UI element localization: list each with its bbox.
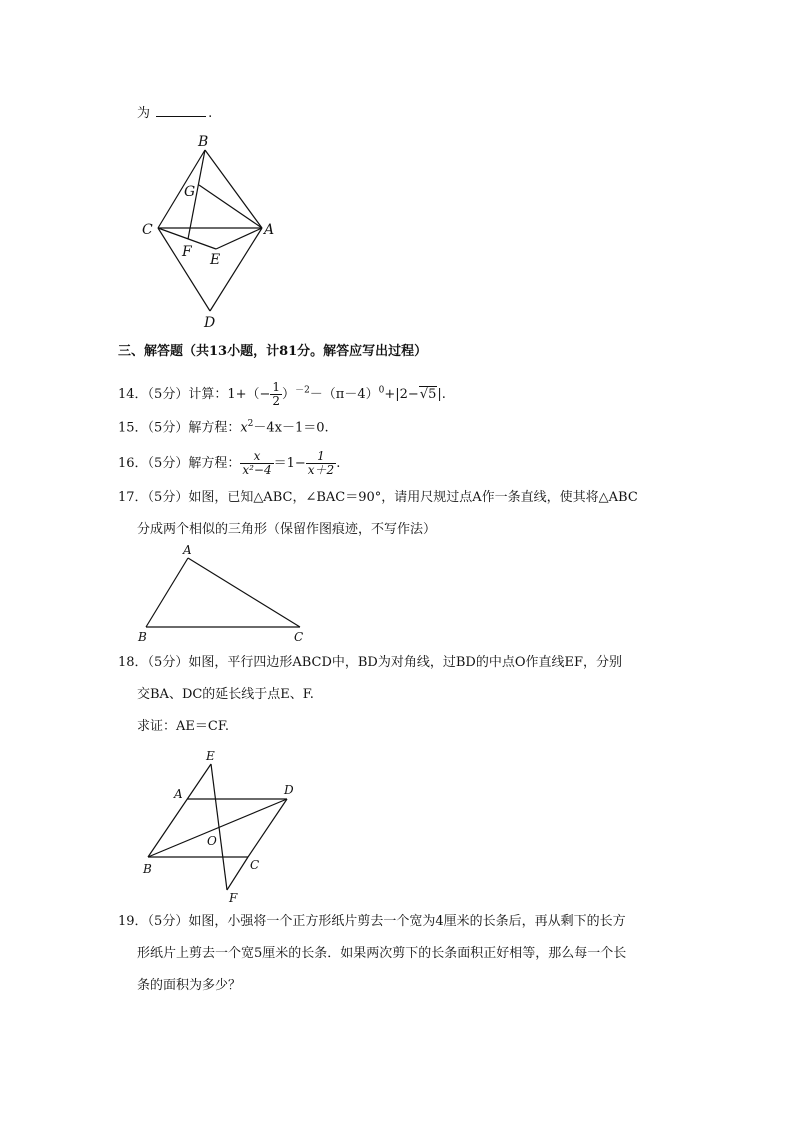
line-EF — [211, 764, 227, 890]
question-14 — [118, 381, 446, 408]
label-B: B — [138, 630, 147, 644]
q15-exp: 2 — [247, 419, 254, 429]
q18-line-2: 交BA、DC的延长线于点E、F. — [137, 687, 314, 702]
edge-AC — [188, 558, 300, 627]
blank-prefix: 为 — [137, 106, 151, 121]
question-16 — [118, 450, 340, 477]
q16-label: 16．（5分）解方程： — [118, 456, 241, 471]
q15-rest: －4x－1＝0. — [253, 420, 329, 436]
section-title: 三、解答题（共13小题，计81分。解答应写出过程） — [118, 344, 428, 359]
q16-mid: ＝1− — [273, 456, 306, 471]
label-O: O — [207, 834, 217, 848]
segment-GA — [199, 185, 262, 228]
q14-frac-num: 1 — [272, 380, 281, 394]
edge-CD — [158, 228, 210, 311]
q16-fraction-2 — [306, 450, 336, 477]
q15-var: x — [240, 420, 248, 436]
label-F: F — [182, 244, 192, 260]
q16-f1-den: x²−4 — [242, 463, 272, 477]
q16-fraction-1 — [240, 450, 273, 477]
label-A: A — [183, 543, 192, 557]
diagonal-BD — [148, 799, 287, 857]
q14-label: 14．（5分）计算： — [118, 387, 228, 402]
answer-blank — [156, 104, 206, 117]
label-A: A — [264, 222, 275, 238]
label-C: C — [142, 222, 153, 238]
label-B: B — [143, 862, 152, 876]
edge-AB — [146, 558, 188, 627]
q16-f2-den: x＋2 — [307, 463, 335, 477]
q16-f1-num: x — [240, 450, 273, 464]
label-D: D — [204, 315, 216, 331]
blank-suffix: . — [208, 106, 213, 121]
q17-line-2: 分成两个相似的三角形（保留作图痕迹，不写作法） — [137, 522, 437, 537]
label-F: F — [229, 891, 238, 905]
q16-f2-num: 1 — [306, 450, 336, 464]
q16-end: . — [336, 456, 341, 471]
q14-neg: − — [259, 387, 271, 402]
q14-part3: －（π－4） — [309, 387, 379, 402]
label-D: D — [284, 783, 294, 797]
q17-line-1: 17．（5分）如图，已知△ABC，∠BAC＝90°，请用尺规过点A作一条直线，使其将△ABC — [118, 490, 638, 505]
fill-blank-line — [137, 104, 212, 123]
q14-frac-den: 2 — [272, 394, 281, 408]
question-15 — [118, 415, 329, 437]
line-CF — [227, 857, 248, 890]
q19-line-1: 19．（5分）如图，小强将一个正方形纸片剪去一个宽为4厘米的长条后，再从剩下的长方 — [118, 914, 626, 929]
q14-exp1: －2 — [295, 385, 310, 396]
edge-BA — [205, 150, 262, 228]
q14-fraction — [270, 381, 282, 408]
q19-line-3: 条的面积为多少？ — [137, 978, 242, 993]
label-E: E — [210, 252, 221, 268]
q14-sqrt: √5 — [419, 387, 437, 402]
q18-line-1: 18．（5分）如图，平行四边形ABCD中，BD为对角线，过BD的中点O作直线EF，分别 — [118, 655, 622, 670]
q14-part5: |. — [437, 387, 446, 402]
label-C: C — [250, 858, 260, 872]
label-E: E — [206, 749, 215, 763]
q15-label: 15．（5分）解方程： — [118, 420, 241, 436]
line-EB — [148, 764, 211, 857]
q18-line-3: 求证：AE＝CF. — [137, 719, 229, 734]
q19-line-2: 形纸片上剪去一个宽5厘米的长条．如果两次剪下的长条面积正好相等，那么每一个长 — [137, 946, 627, 961]
q14-part4: +|2− — [384, 387, 419, 402]
label-C: C — [294, 630, 304, 644]
label-B: B — [198, 134, 209, 150]
label-G: G — [184, 184, 196, 200]
q14-part1: 1+（ — [227, 387, 260, 402]
figure-right-triangle — [130, 540, 320, 648]
label-A: A — [174, 787, 183, 801]
figure-parallelogram — [130, 742, 310, 907]
figure-rhombus — [130, 128, 290, 333]
q14-exp2: 0 — [378, 385, 385, 396]
q14-part2: ） — [282, 387, 296, 402]
